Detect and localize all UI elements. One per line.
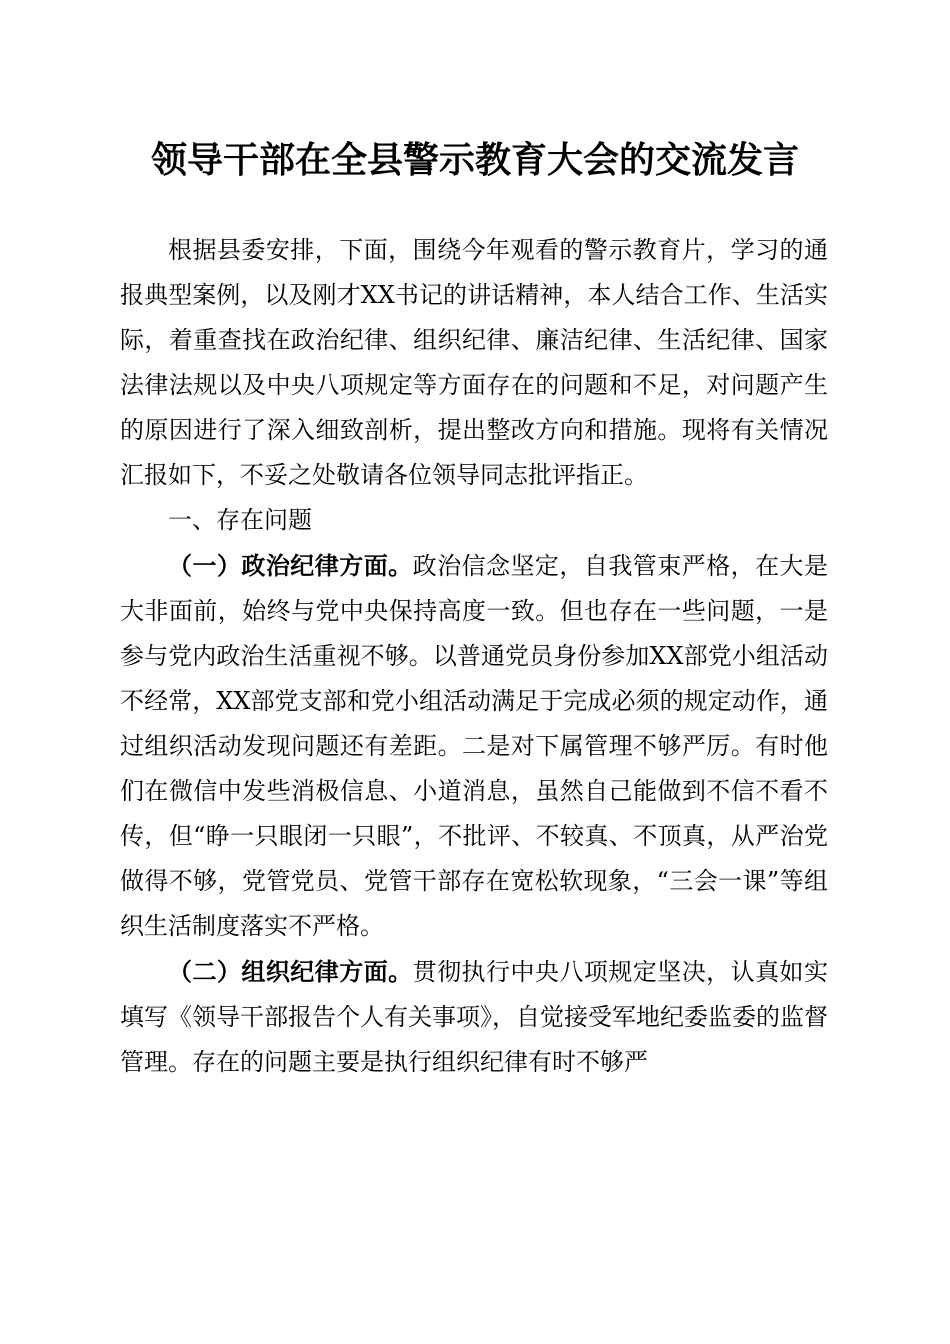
subsection-lead-political: （一）政治纪律方面。 — [168, 551, 413, 580]
subsection-text-organizational: 贯彻执行中央八项规定坚决，认真如实填写《领导干部报告个人有关事项》，自觉接受军地纪委监委的监督管理。存在的问题主要是执行组织纪律有时不够严 — [120, 958, 829, 1076]
document-body — [120, 228, 828, 1085]
subsection-organizational-discipline — [120, 949, 828, 1085]
intro-paragraph: 根据县委安排，下面，围绕今年观看的警示教育片，学习的通报典型案例，以及刚才XX书记的讲话精神，本人结合工作、生活实际，着重查找在政治纪律、组织纪律、廉洁纪律、生活纪律、国家法律法规以及中央八项规定等方面存在的问题和不足，对问题产生的原因进行了深入细致剖析，提出整改方向和措施。现将有关情况汇报如下，不妥之处敬请各位领导同志批评指正。 — [120, 236, 828, 489]
subsection-text-political: 政治信念坚定，自我管束严格，在大是大非面前，始终与党中央保持高度一致。但也存在一些问题，一是参与党内政治生活重视不够。以普通党员身份参加XX部党小组活动不经常，XX部党支部和党小组活动满足于完成必须的规定动作，通过组织活动发现问题还有差距。二是对下属管理不够严厉。有时他们在微信中发些消极信息、小道消息，虽然自己能做到不信不看不传，但“睁一只眼闭一只眼”，不批评、不较真、不顶真，从严治党做得不够，党管党员、党管干部存在宽松软现象，“三会一课”等组织生活制度落实不严格。 — [120, 552, 829, 940]
subsection-lead-organizational: （二）组织纪律方面。 — [168, 957, 413, 986]
subsection-political-discipline — [120, 543, 828, 949]
document-title: 领导干部在全县警示教育大会的交流发言 — [150, 139, 799, 181]
section-heading-problems: 一、存在问题 — [168, 506, 312, 534]
